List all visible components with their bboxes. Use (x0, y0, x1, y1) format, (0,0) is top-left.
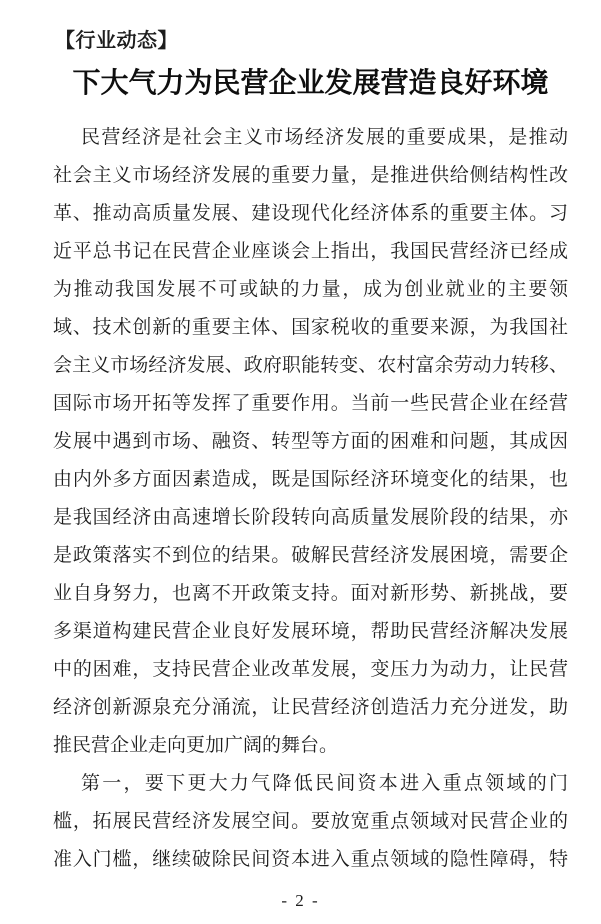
body-line: 社会主义市场经济发展的重要力量，是推进供给侧结构性改 (53, 165, 568, 186)
body-line: 多渠道构建民营企业良好发展环境，帮助民营经济解决发展 (53, 621, 568, 642)
section-header: 【行业动态】 (55, 30, 178, 52)
body-line: 近平总书记在民营企业座谈会上指出，我国民营经济已经成 (53, 241, 568, 262)
body-line: 会主义市场经济发展、政府职能转变、农村富余劳动力转移、 (53, 355, 568, 376)
page-number: - 2 - (281, 891, 320, 910)
body-line: 国际市场开拓等发挥了重要作用。当前一些民营企业在经营 (53, 393, 568, 414)
body-line: 域、技术创新的重要主体、国家税收的重要来源，为我国社 (53, 317, 568, 338)
paragraph (53, 765, 568, 879)
body-line: 经济创新源泉充分涌流，让民营经济创造活力充分迸发，助 (53, 697, 568, 718)
body-line: 业自身努力，也离不开政策支持。面对新形势、新挑战，要 (53, 583, 568, 604)
body-line: 革、推动高质量发展、建设现代化经济体系的重要主体。习 (53, 203, 568, 224)
document-body (53, 119, 568, 879)
body-line: 是政策落实不到位的结果。破解民营经济发展困境，需要企 (53, 545, 568, 566)
body-line: 为推动我国发展不可或缺的力量，成为创业就业的主要领 (53, 279, 568, 300)
body-line: 由内外多方面因素造成，既是国际经济环境变化的结果，也 (53, 469, 568, 490)
body-line: 是我国经济由高速增长阶段转向高质量发展阶段的结果，亦 (53, 507, 568, 528)
body-line: 发展中遇到市场、融资、转型等方面的困难和问题，其成因 (53, 431, 568, 452)
body-line: 准入门槛，继续破除民间资本进入重点领域的隐性障碍，特 (53, 849, 568, 870)
body-line: 槛，拓展民营经济发展空间。要放宽重点领域对民营企业的 (53, 811, 568, 832)
body-line: 民营经济是社会主义市场经济发展的重要成果，是推动 (81, 127, 568, 148)
body-line: 第一，要下更大力气降低民间资本进入重点领域的门 (81, 773, 568, 794)
body-line: 推民营企业走向更加广阔的舞台。 (53, 735, 339, 756)
document-title: 下大气力为民营企业发展营造良好环境 (72, 68, 549, 99)
paragraph (53, 119, 568, 765)
body-line: 中的困难，支持民营企业改革发展，变压力为动力，让民营 (53, 659, 568, 680)
